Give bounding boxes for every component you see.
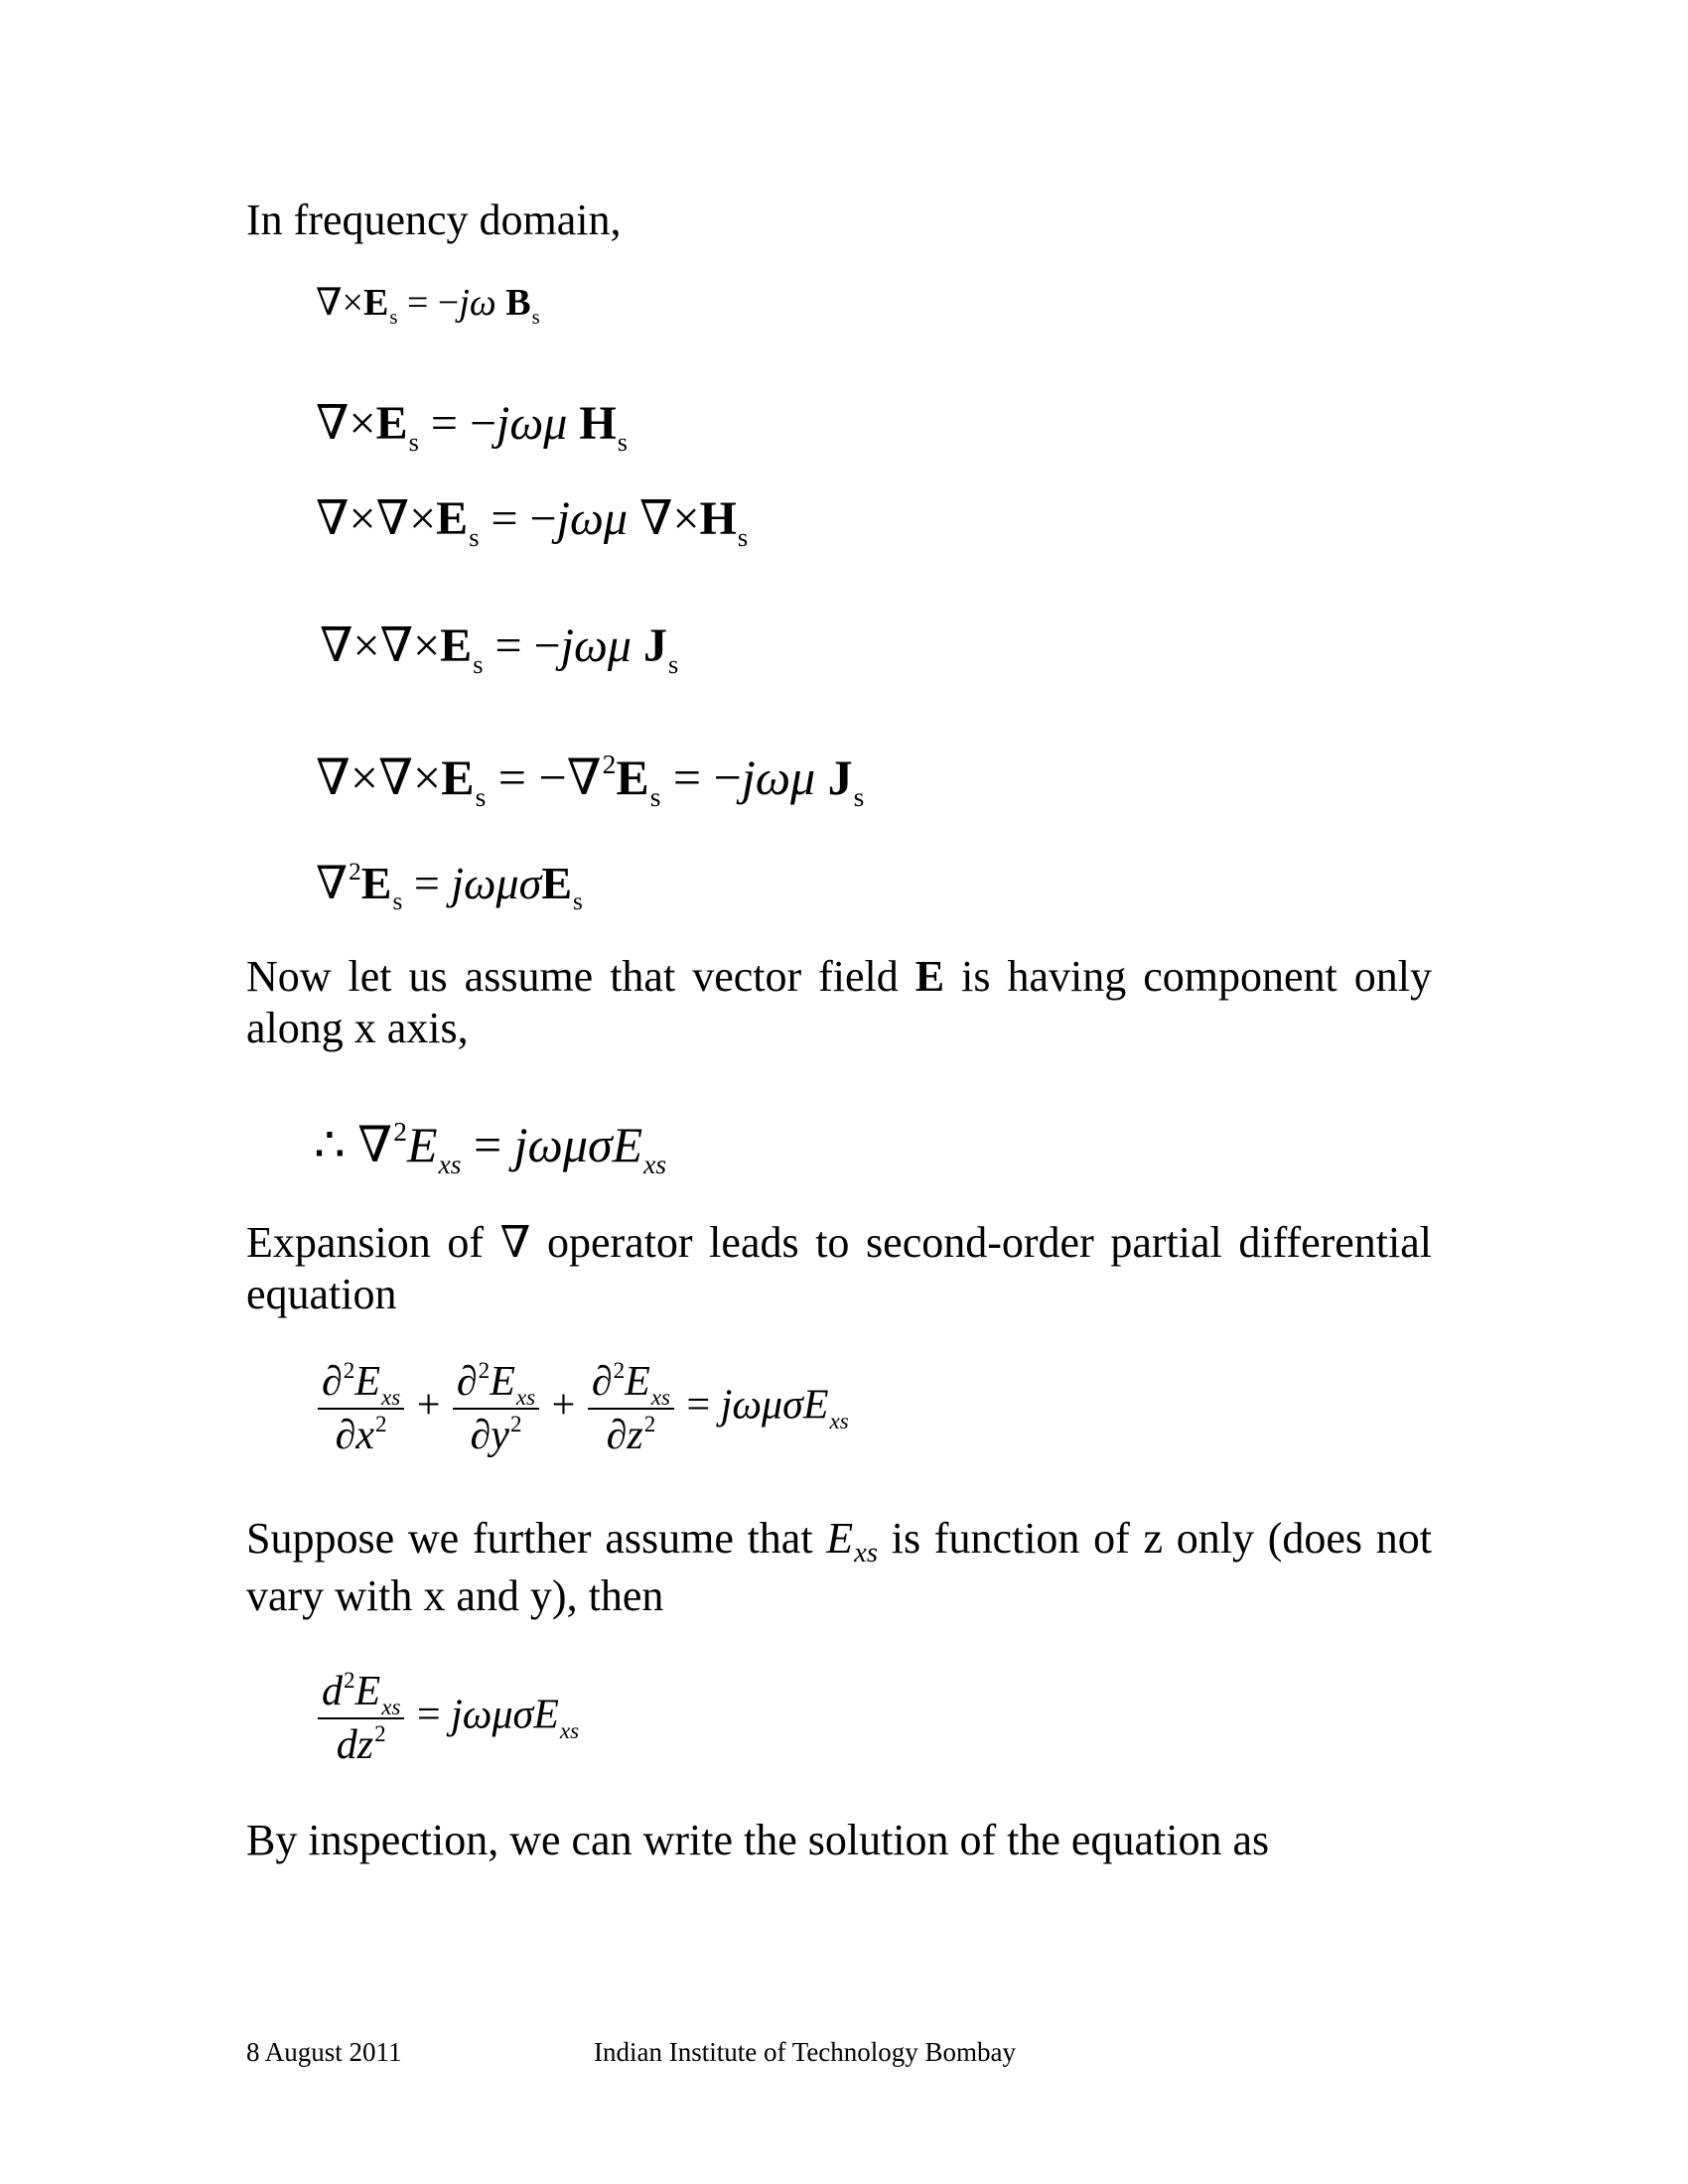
equation-therefore-exs: ∴ $\nabla^2E_{xs} = j\omega\mu\sigma E_{xs}$ [314,1116,667,1180]
fraction-d2-dz2-ode: $\frac{d^2E_{xs}}{dz^2}$ [318,1668,404,1769]
exs-symbol: E [826,1514,854,1563]
inspection-text [246,1815,1432,1866]
intro-text-content: In frequency domain, [246,196,622,244]
further-assumption-part2: is function of z only (does not vary with x and y), then [246,1514,1432,1620]
equation-laplacian-sigma: $\nabla^2E_s = j\omega\mu\sigma E_s$ [316,858,583,916]
equation-curl-curl-j: $\nabla\times\nabla\times E_s = -j\omega\mu$ $J_s$ [320,619,679,679]
equation-faraday-h: $\nabla\times E_s = -j\omega\mu$ $H_s$ [316,397,628,457]
fraction-d2-dy2: $\frac{\partial^2E_{xs}}{\partial y^2}$ [453,1358,539,1459]
further-assumption-text [246,1513,1432,1622]
equation-ode: $\frac{d^2E_{xs}}{dz^2}$ = jωμσE$_{xs}$ [316,1668,579,1769]
assumption-text-part2: is having component only along x axis, [246,952,1432,1052]
expansion-text [246,1217,1432,1320]
equation-laplacian-j: $\nabla\times\nabla\times E_s = -\nabla^2E_s = -j\omega\mu$ $J_s$ [316,749,865,813]
equation-pde: $\frac{\partial^2E_{xs}}{\partial x^2}$ + $\frac{\partial^2E_{xs}}{\partial y^2}$ + $\frac{\partial^2E_{xs}}{\partial z^2}$ = jωμσE$_{xs}$ [316,1358,849,1459]
equation-curl-curl-h: $\nabla\times\nabla\times E_s = -j\omega\mu$ $\nabla\times H_s$ [316,492,749,552]
inspection-text-content: By inspection, we can write the solution of the equation as [246,1816,1270,1864]
intro-text [246,195,1432,246]
footer-institution: Indian Institute of Technology Bombay [594,2037,1017,2067]
footer-date: 8 August 2011 [246,2037,402,2067]
expansion-text-content: Expansion of ∇ operator leads to second-order partial differential equation [246,1218,1432,1318]
fraction-d2-dx2: $\frac{\partial^2E_{xs}}{\partial x^2}$ [318,1358,404,1459]
assumption-text-bold: E [914,952,945,1001]
assumption-text-part1: Now let us assume that vector field [246,952,915,1001]
further-assumption-part1: Suppose we further assume that [246,1514,827,1563]
fraction-d2-dz2: $\frac{\partial^2E_{xs}}{\partial z^2}$ [588,1358,674,1459]
exs-subscript: xs [854,1537,878,1569]
assumption-text [246,951,1432,1054]
equation-faraday-b: $\nabla\times E_s = -j\omega$ $B_s$ [316,282,540,330]
